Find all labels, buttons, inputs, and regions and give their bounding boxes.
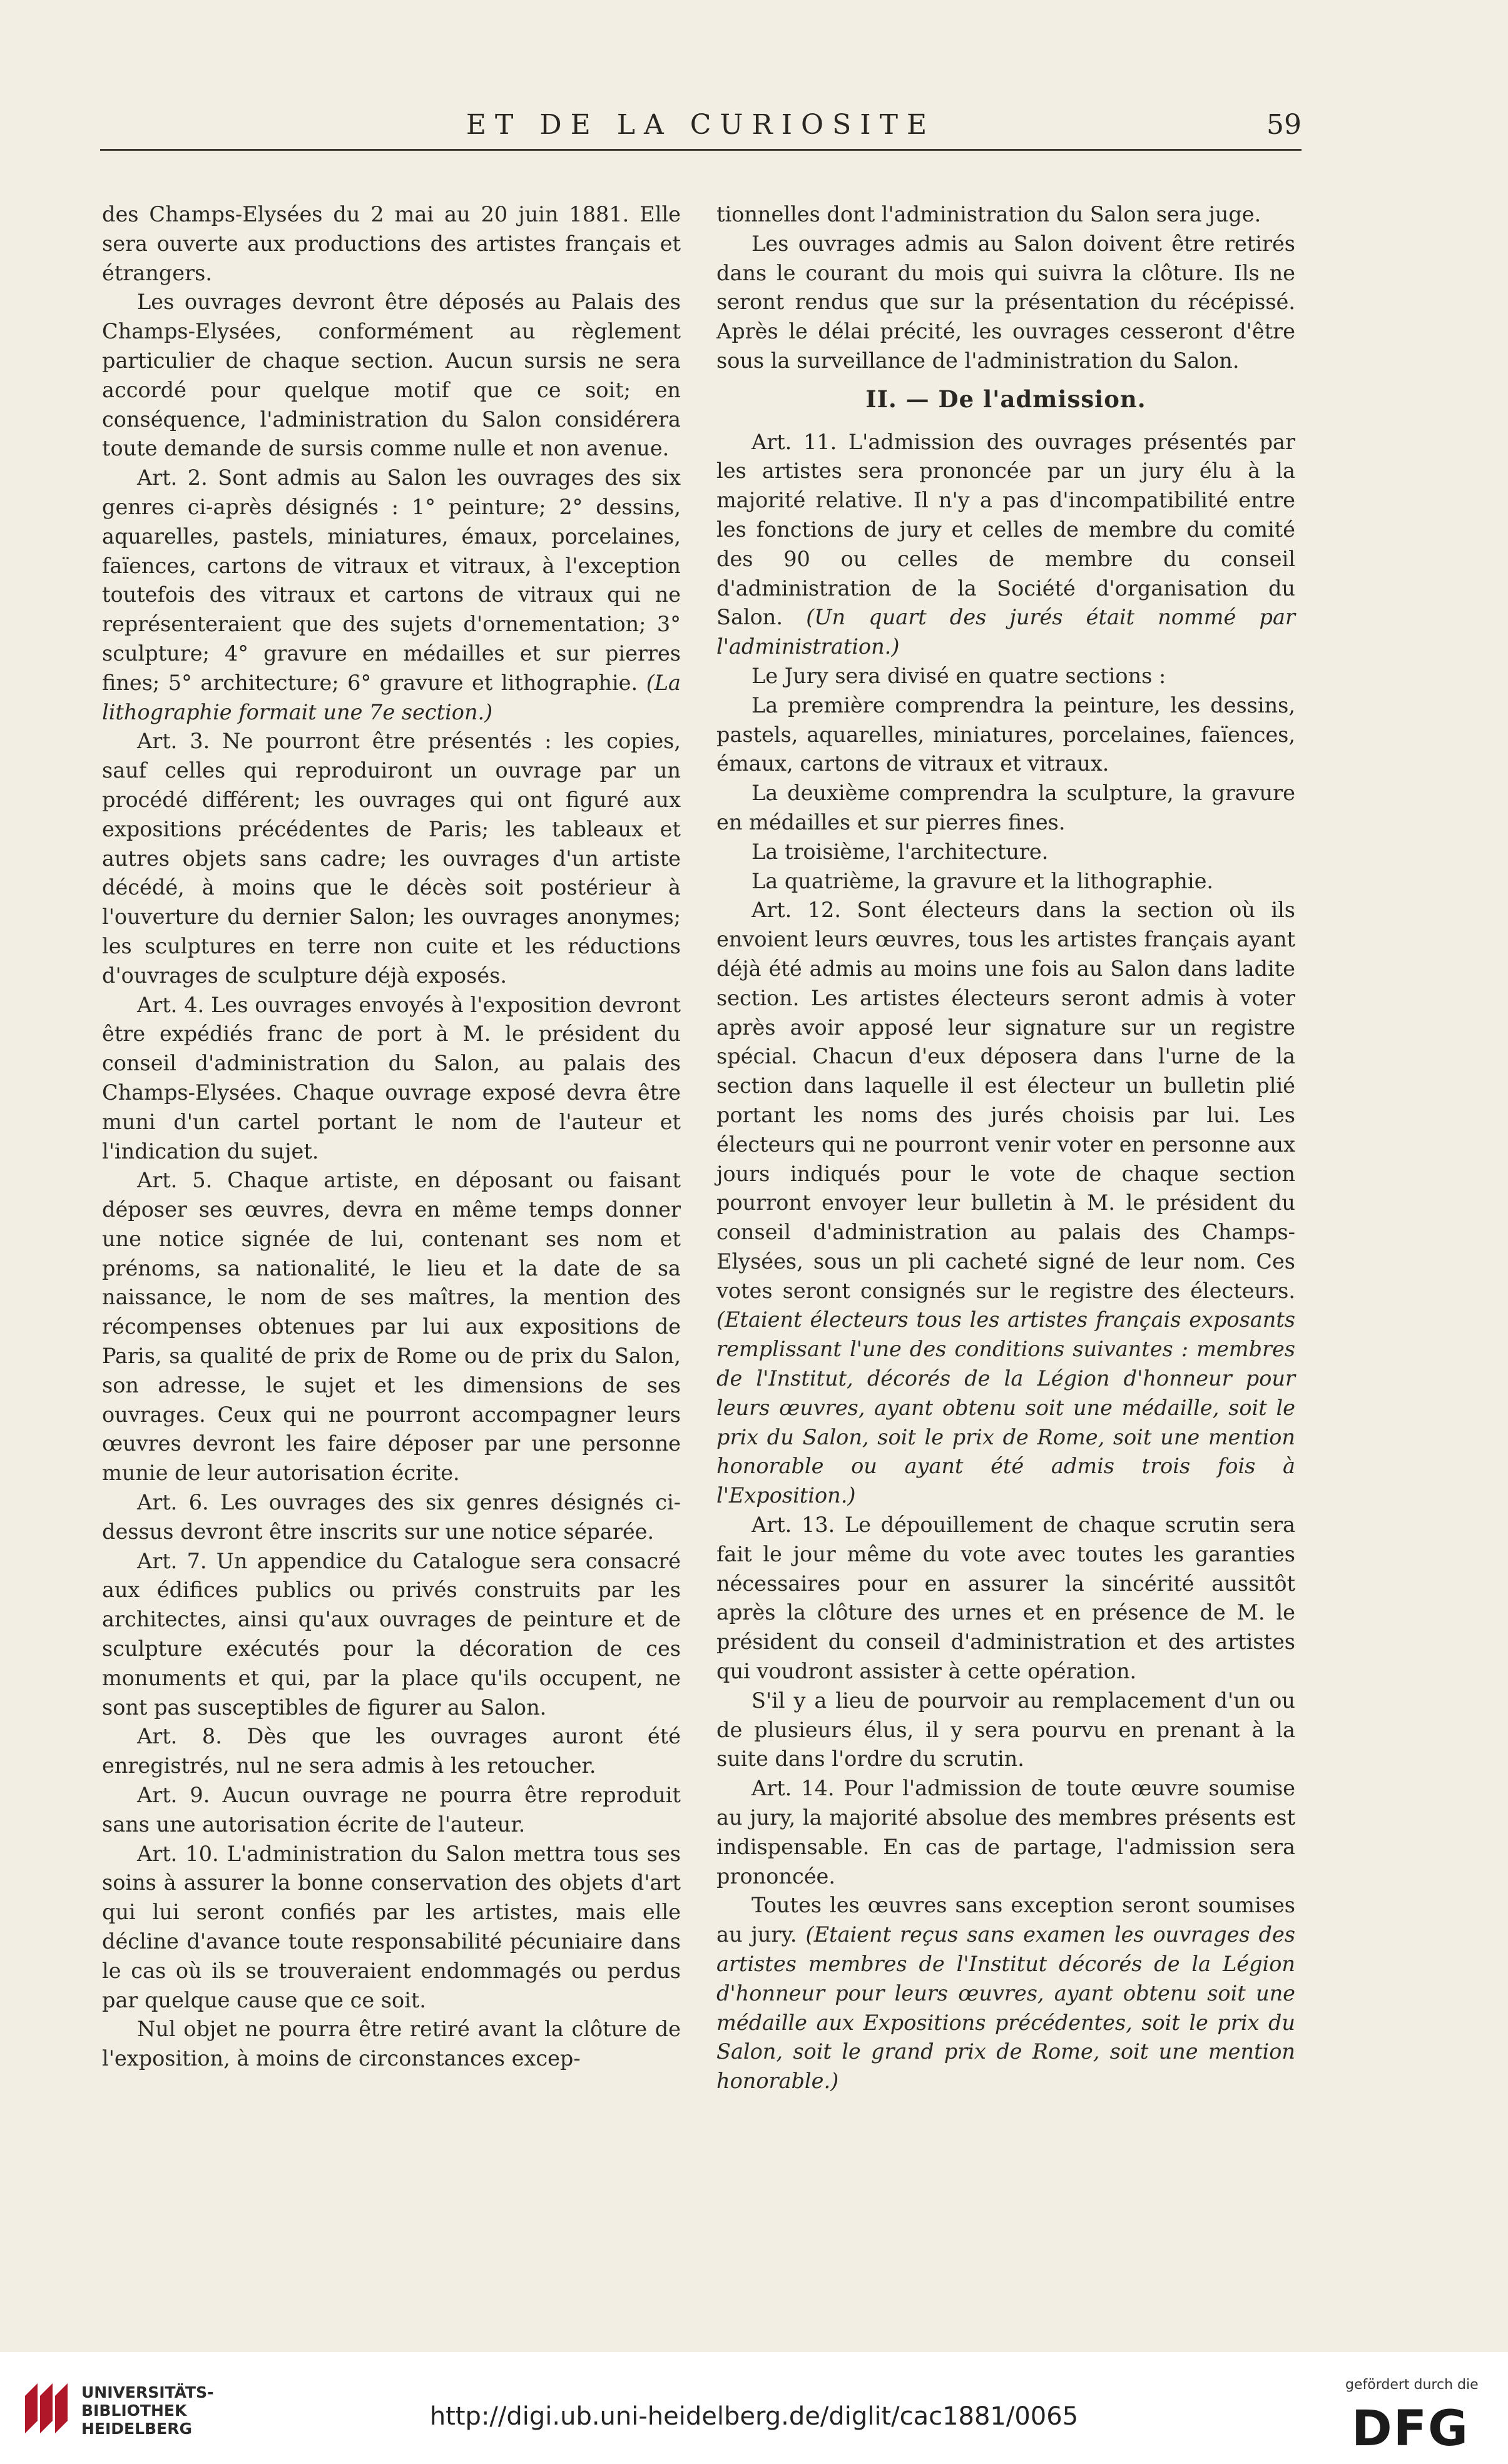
paragraph-text: Les ouvrages admis au Salon doivent être retirés dans le courant du mois qui suivra la clôture. Ils ne seront rendus que sur la présentation du récépissé. Après le délai précité, les ouvrages cesseront d'être sous la surveillance de l'administration du Salon.: [716, 231, 1295, 373]
paragraph-text: Les ouvrages devront être déposés au Palais des Champs-Elysées, conformément au règlement particulier de chaque section. Aucun sursis ne sera accordé pour quelque motif que ce soit; en conséquence, l'administration du Salon considérera toute demande de sursis comme nulle et non avenue.: [102, 290, 681, 461]
paragraph: [716, 428, 1295, 662]
paragraph-text: Art. 3. Ne pourront être présentés : les copies, sauf celles qui reproduiront un ouvrage par un procédé différent; les ouvrages qui ont figuré aux expositions précédentes de Paris; les tableaux et autres objets sans cadre; les ouvrages d'un artiste décédé, à moins que le décès soit postérieur à l'ouverture du dernier Salon; les ouvrages anonymes; les sculptures en terre non cuite et les réductions d'ouvrages de sculpture déjà exposés.: [102, 729, 681, 988]
paragraph-text: S'il y a lieu de pourvoir au remplacement d'un ou de plusieurs élus, il y sera pourvu en prenant à la suite dans l'ordre du scrutin.: [716, 1688, 1295, 1772]
paragraph-text: La première comprendra la peinture, les dessins, pastels, aquarelles, miniatures, porcelaines, faïences, émaux, cartons de vitraux et vitraux.: [716, 692, 1295, 776]
paragraph: [102, 1840, 681, 2015]
italic-note: (Un quart des jurés était nommé par l'administration.): [716, 605, 1295, 659]
paragraph: [102, 1781, 681, 1840]
right-column: [716, 200, 1295, 2096]
italic-note: (La lithographie formait une 7e section.): [102, 670, 681, 724]
paragraph-text: Art. 10. L'administration du Salon mettra tous ses soins à assurer la bonne conservation des objets d'art qui lui seront confiés par les artistes, mais elle décline d'avance toute responsabilité pécuniaire dans le cas où ils se trouveraient endommagés ou perdus par quelque cause que ce soit.: [102, 1841, 681, 2012]
paragraph: [716, 896, 1295, 1511]
paragraph: [102, 2015, 681, 2074]
permalink-url[interactable]: http://digi.ub.uni-heidelberg.de/diglit/cac1881/0065: [429, 2402, 1079, 2431]
paragraph-text: Art. 2. Sont admis au Salon les ouvrages des six genres ci-après désignés : 1° peinture; 2° dessins, aquarelles, pastels, miniatures, émaux, porcelaines, faïences, cartons de vitraux et vitraux, à l'exception toutefois des vitraux et cartons de vitraux qui ne représenteraient que des sujets d'ornementation; 3° sculpture; 4° gravure en médailles et sur pierres fines; 5° architecture; 6° gravure et lithographie.: [102, 465, 681, 695]
library-line-2: BIBLIOTHEK: [81, 2401, 187, 2420]
paragraph: [102, 1547, 681, 1723]
paragraph-text: Art. 7. Un appendice du Catalogue sera consacré aux édifices publics ou privés construits par les architectes, ainsi qu'aux ouvrages de peinture et de sculpture exécutés pour la décoration de ces monuments et qui, par la place qu'ils occupent, ne sont pas susceptibles de figurer au Salon.: [102, 1548, 681, 1720]
running-header: [100, 105, 1302, 151]
dfg-logo: DFG: [1352, 2401, 1470, 2457]
paragraph-text: tionnelles dont l'administration du Salon sera juge.: [716, 202, 1261, 226]
paragraph: [716, 230, 1295, 376]
left-column: [102, 200, 681, 2074]
paragraph-text: Art. 5. Chaque artiste, en déposant ou faisant déposer ses œuvres, devra en même temps donner une notice signée de lui, contenant ses nom et prénoms, sa nationalité, le lieu et la date de sa naissance, le nom de ses maîtres, la mention des récompenses obtenues par lui aux expositions de Paris, sa qualité de prix de Rome ou de prix du Salon, son adresse, le sujet et les dimensions de ses ouvrages. Ceux qui ne pourront accompagner leurs œuvres devront les faire déposer par une personne munie de leur autorisation écrite.: [102, 1168, 681, 1486]
paragraph: [716, 662, 1295, 691]
paragraph: [102, 1722, 681, 1781]
paragraph-text: Toutes les œuvres sans exception seront soumises au jury.: [716, 1893, 1295, 1947]
paragraph: [716, 838, 1295, 867]
paragraph-text: Art. 9. Aucun ouvrage ne pourra être reproduit sans une autorisation écrite de l'auteur.: [102, 1783, 681, 1837]
paragraph: [716, 867, 1295, 896]
italic-note: (Etaient reçus sans examen les ouvrages des artistes membres de l'Institut décorés de la Légion d'honneur pour leurs œuvres, ayant obtenu soit une médaille aux Expositions précédentes, soit le prix du Salon, soit le grand prix de Rome, soit une mention honorable.): [716, 1922, 1295, 2094]
paragraph: [102, 464, 681, 727]
paragraph-text: Art. 6. Les ouvrages des six genres désignés ci-dessus devront être inscrits sur une notice séparée.: [102, 1490, 681, 1544]
paragraph-text: La troisième, l'architecture.: [751, 839, 1049, 864]
footer-bar: [0, 2352, 1508, 2464]
paragraph: [716, 200, 1295, 230]
italic-note: (Etaient électeurs tous les artistes français exposants remplissant l'une des conditions suivantes : membres de l'Institut, décorés de la Légion d'honneur pour leurs œuvres, ayant obtenu soit une médaille, soit le prix du Salon, soit le prix de Rome, soit une mention honorable ou ayant été admis trois fois à l'Exposition.): [716, 1307, 1295, 1508]
paragraph: [716, 691, 1295, 779]
paragraph-text: La deuxième comprendra la sculpture, la gravure en médailles et sur pierres fines.: [716, 781, 1295, 834]
paragraph: [102, 1166, 681, 1488]
running-title: ET DE LA CURIOSITE: [466, 109, 936, 141]
funded-by-label: gefördert durch die: [1345, 2377, 1479, 2393]
paragraph-text: La quatrième, la gravure et la lithographie.: [751, 868, 1214, 893]
paragraph: [102, 991, 681, 1167]
paragraph: [102, 727, 681, 990]
paragraph: [716, 1686, 1295, 1774]
section-heading: II. — De l'admission.: [865, 385, 1146, 413]
paragraph-text: Art. 4. Les ouvrages envoyés à l'exposition devront être expédiés franc de port à M. le président du conseil d'administration du Salon, au palais des Champs-Elysées. Chaque ouvrage exposé devra être muni d'un cartel portant le nom de l'auteur et l'indication du sujet.: [102, 992, 681, 1164]
paragraph-text: Art. 12. Sont électeurs dans la section où ils envoient leurs œuvres, tous les artistes français ayant déjà été admis au moins une fois au Salon dans ladite section. Les artistes électeurs seront admis à voter après avoir apposé leur signature sur un registre spécial. Chacun d'eux déposera dans l'urne de la section dans laquelle il est électeur un bulletin plié portant les noms des jurés choisis par lui. Les électeurs qui ne pourront venir voter en personne aux jours indiqués pour le vote de chaque section pourront envoyer leur bulletin à M. le président du conseil d'administration au palais des Champs-Elysées, sous un pli cacheté signé de leur nom. Ces votes seront consignés sur le registre des électeurs.: [716, 898, 1295, 1303]
paragraph: [716, 1891, 1295, 2096]
paragraph-text: Nul objet ne pourra être retiré avant la clôture de l'exposition, à moins de circonstances excep-: [102, 2017, 681, 2071]
page-number: 59: [1266, 109, 1302, 141]
paragraph: [716, 1774, 1295, 1891]
right-column-bottom: [716, 428, 1295, 2096]
paragraph-text: Le Jury sera divisé en quatre sections :: [751, 663, 1166, 688]
library-line-1: UNIVERSITÄTS-: [81, 2383, 214, 2401]
paragraph: [102, 200, 681, 288]
library-line-3: HEIDELBERG: [81, 2420, 192, 2438]
paragraph: [102, 1488, 681, 1547]
paragraph: [102, 288, 681, 464]
paragraph-text: Art. 11. L'admission des ouvrages présentés par les artistes sera prononcée par un jury élu à la majorité relative. Il n'y a pas d'incompatibilité entre les fonctions de jury et celles de membre du comité des 90 ou celles de membre du conseil d'administration de la Société d'organisation du Salon.: [716, 429, 1295, 630]
right-column-top: [716, 200, 1295, 376]
paragraph-text: Art. 8. Dès que les ouvrages auront été enregistrés, nul ne sera admis à les retoucher.: [102, 1724, 681, 1778]
paragraph-text: Art. 13. Le dépouillement de chaque scrutin sera fait le jour même du vote avec toutes les garanties nécessaires pour en assurer la sincérité aussitôt après la clôture des urnes et en présence de M. le président du conseil d'administration et des artistes qui voudront assister à cette opération.: [716, 1513, 1295, 1684]
paragraph: [716, 779, 1295, 838]
paragraph: [716, 1511, 1295, 1686]
paragraph-text: des Champs-Elysées du 2 mai au 20 juin 1881. Elle sera ouverte aux productions des artistes français et étrangers.: [102, 202, 681, 285]
paragraph-text: Art. 14. Pour l'admission de toute œuvre soumise au jury, la majorité absolue des membres présents est indispensable. En cas de partage, l'admission sera prononcée.: [716, 1776, 1295, 1889]
